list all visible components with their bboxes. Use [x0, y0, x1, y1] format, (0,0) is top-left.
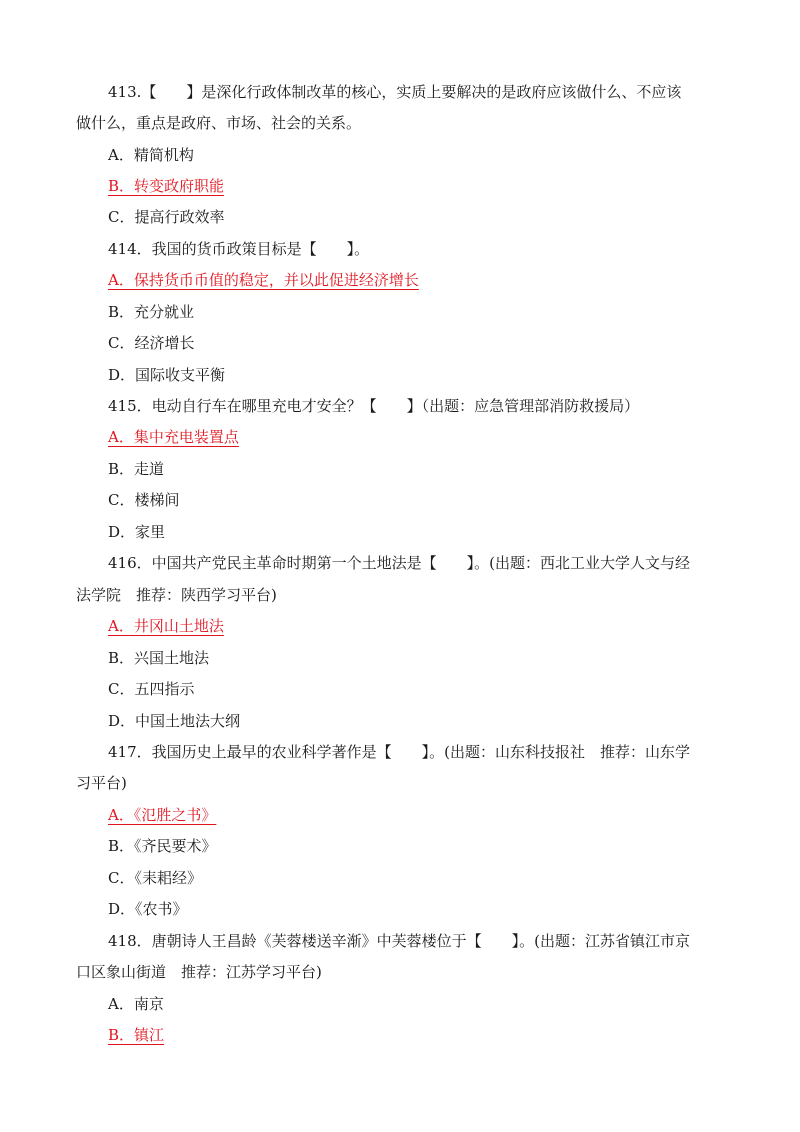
question-415-stem-line1: 415．电动自行车在哪里充电才安全？【 】（出题：应急管理部消防救援局） — [108, 397, 640, 415]
question-413-option-b-correct: B．转变政府职能 — [108, 177, 225, 195]
question-413-stem-line2: 做什么，重点是政府、市场、社会的关系。 — [76, 114, 362, 132]
question-417-option-c: C．《耒耜经》 — [108, 869, 202, 887]
question-416-option-c: C．五四指示 — [108, 680, 195, 698]
question-414-option-d: D．国际收支平衡 — [108, 366, 226, 384]
question-413-option-c: C．提高行政效率 — [108, 208, 225, 226]
question-414-option-b: B．充分就业 — [108, 303, 195, 321]
question-417-option-a-correct: A．《氾胜之书》 — [108, 806, 217, 824]
question-413-stem-line1: 413.【 】是深化行政体制改革的核心，实质上要解决的是政府应该做什么、不应该 — [108, 83, 682, 101]
question-415-option-c: C．楼梯间 — [108, 491, 180, 509]
question-417-stem-line1: 417．我国历史上最早的农业科学著作是【 】。(出题：山东科技报社 推荐：山东学 — [108, 743, 690, 761]
question-416-option-a-correct: A．井冈山土地法 — [108, 617, 224, 635]
question-416-stem-line2: 法学院 推荐：陕西学习平台) — [76, 586, 277, 604]
question-417-option-a-row — [0, 804, 800, 826]
question-416-option-d: D．中国土地法大纲 — [108, 712, 241, 730]
question-415-option-a-row — [0, 426, 800, 448]
question-418-option-b-row — [0, 1024, 800, 1046]
question-417-option-b: B．《齐民要术》 — [108, 837, 217, 855]
question-414-option-c: C．经济增长 — [108, 334, 195, 352]
question-416-option-b: B．兴国土地法 — [108, 649, 210, 667]
question-415-option-d: D．家里 — [108, 523, 166, 541]
question-416-stem-line1: 416．中国共产党民主革命时期第一个土地法是【 】。(出题：西北工业大学人文与经 — [108, 554, 690, 572]
question-415-option-b: B．走道 — [108, 460, 165, 478]
question-418-stem-line1: 418．唐朝诗人王昌龄《芙蓉楼送辛渐》中芙蓉楼位于【 】。(出题：江苏省镇江市京 — [108, 932, 690, 950]
question-418-option-b-correct: B．镇江 — [108, 1026, 165, 1044]
question-415-option-a-correct: A．集中充电装置点 — [108, 428, 239, 446]
question-418-option-a: A．南京 — [108, 995, 164, 1013]
question-417-option-d: D．《农书》 — [108, 900, 188, 918]
question-414-stem-line1: 414．我国的货币政策目标是【 】。 — [108, 240, 370, 258]
question-414-option-a-correct: A．保持货币币值的稳定，并以此促进经济增长 — [108, 271, 419, 289]
question-418-stem-line2: 口区象山街道 推荐：江苏学习平台) — [76, 963, 322, 981]
question-413-option-b-row — [0, 175, 800, 197]
question-417-stem-line2: 习平台) — [76, 774, 127, 792]
question-414-option-a-row — [0, 269, 800, 291]
question-413-option-a: A．精简机构 — [108, 146, 194, 164]
question-416-option-a-row — [0, 615, 800, 637]
